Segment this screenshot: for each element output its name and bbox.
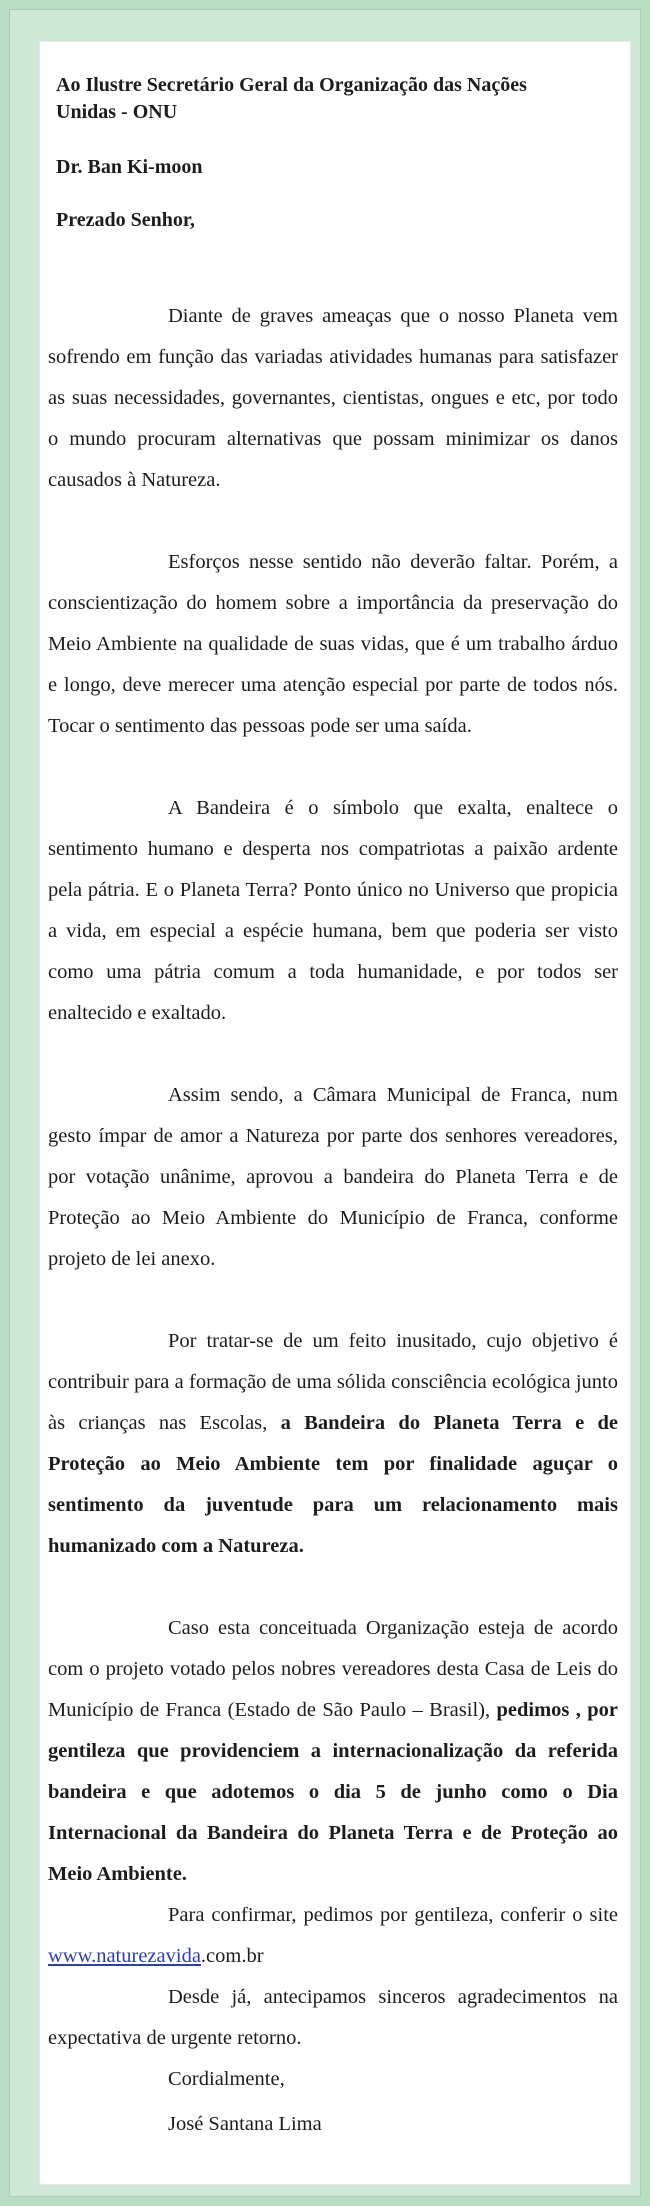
- paragraph-5-text: Por tratar-se de um feito inusitado, cujo objetivo é contribuir para a formação de uma sólida consciência ecológica junto às crianças nas Escolas,: [48, 1330, 618, 1434]
- page-frame: [9, 9, 641, 2197]
- paragraph-3-text: A Bandeira é o símbolo que exalta, enaltece o sentimento humano e desperta nos compatriotas a paixão ardente pela pátria. E o Planeta Terra? Ponto único no Universo que propicia a vida, em especial a espécie humana, bem que poderia ser visto como uma pátria comum a toda humanidade, e por todos ser enaltecido e exaltado.: [48, 797, 618, 1024]
- paragraph-8-text: Desde já, antecipamos sinceros agradecimentos na expectativa de urgente retorno.: [48, 1986, 618, 2049]
- recipient-line-1: Ao Ilustre Secretário Geral da Organização das Nações: [56, 74, 527, 96]
- paragraph-2: [48, 542, 618, 747]
- paragraph-4: [48, 1075, 618, 1280]
- paragraph-4-text: Assim sendo, a Câmara Municipal de Franca, num gesto ímpar de amor a Natureza por parte dos senhores vereadores, por votação unânime, aprovou a bandeira do Planeta Terra e de Proteção ao Meio Ambiente do Município de Franca, conforme projeto de lei anexo.: [48, 1084, 618, 1270]
- paragraph-5-bold-text: a Bandeira do Planeta Terra e de Proteção ao Meio Ambiente tem por finalidade aguçar o sentimento da juventude para um relacionamento mais humanizado com a Natureza.: [48, 1412, 619, 1557]
- website-link-suffix: .com.br: [200, 1945, 264, 1967]
- paragraph-7: [48, 1895, 618, 1977]
- recipient-name: Dr. Ban Ki-moon: [56, 156, 203, 178]
- paragraph-6: [48, 1608, 618, 1895]
- website-link[interactable]: www.naturezavida: [48, 1945, 201, 1967]
- letter-page: [39, 41, 631, 2185]
- salutation: Prezado Senhor,: [56, 209, 195, 231]
- paragraph-7-text: Para confirmar, pedimos por gentileza, conferir o site: [168, 1904, 618, 1926]
- paragraph-3: [48, 788, 618, 1034]
- recipient-line-2: Unidas - ONU: [56, 101, 178, 123]
- paragraph-6-bold-text: pedimos , por gentileza que providenciem a internacionalização da referida bandeira e que adotemos o dia 5 de junho como o Dia Internacional da Bandeira do Planeta Terra e de Proteção ao Meio Ambiente.: [48, 1699, 619, 1885]
- paragraph-6-text: Caso esta conceituada Organização esteja de acordo com o projeto votado pelos nobres vereadores desta Casa de Leis do Município de Franca (Estado de São Paulo – Brasil),: [48, 1617, 618, 1721]
- closing: Cordialmente,: [168, 2068, 285, 2090]
- paragraph-2-text: Esforços nesse sentido não deverão faltar. Porém, a conscientização do homem sobre a importância da preservação do Meio Ambiente na qualidade de suas vidas, que é um trabalho árduo e longo, deve merecer uma atenção especial por parte de todos nós. Tocar o sentimento das pessoas pode ser uma saída.: [48, 551, 618, 737]
- paragraph-1-text: Diante de graves ameaças que o nosso Planeta vem sofrendo em função das variadas atividades humanas para satisfazer as suas necessidades, governantes, cientistas, ongues e etc, por todo o mundo procuram alternativas que possam minimizar os danos causados à Natureza.: [48, 305, 618, 491]
- paragraph-1: [48, 296, 618, 501]
- signature: José Santana Lima: [168, 2113, 322, 2135]
- paragraph-8: [48, 1977, 618, 2059]
- paragraph-5: [48, 1321, 618, 1567]
- recipient-title: [56, 72, 616, 126]
